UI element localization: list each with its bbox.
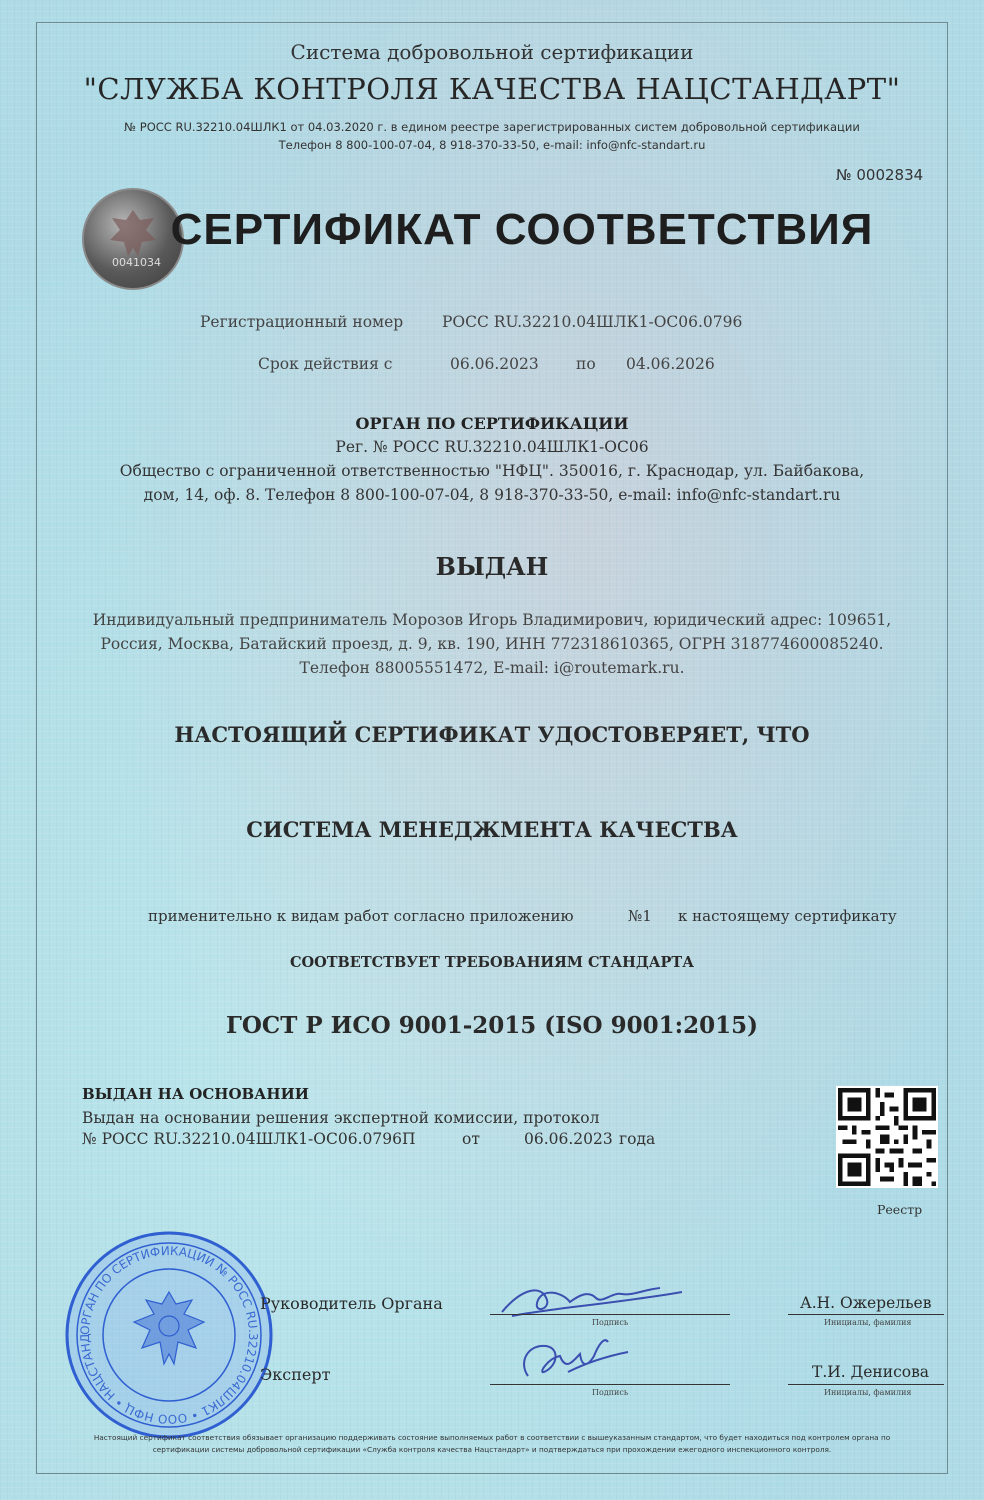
system-name: "СЛУЖБА КОНТРОЛЯ КАЧЕСТВА НАЦСТАНДАРТ" [83, 72, 901, 106]
expert-signature-icon [508, 1332, 648, 1388]
validity-label: Срок действия с [258, 355, 393, 373]
certificate-title: СЕРТИФИКАТ СООТВЕТСТВИЯ [170, 205, 874, 254]
basis-heading: ВЫДАН НА ОСНОВАНИИ [82, 1085, 309, 1103]
issued-to-heading: ВЫДАН [435, 552, 549, 581]
basis-protocol: № РОСС RU.32210.04ШЛК1-ОС06.0796П [82, 1130, 416, 1148]
validity-to: 04.06.2026 [626, 355, 715, 373]
footer-line2: сертификации системы добровольной сертификации «Служба контроля качества Нацстандарт» и подтверждаться при прохождении ежегодного инспекционного контроля. [152, 1445, 832, 1454]
registration-label: Регистрационный номер [200, 313, 404, 331]
basis-from-label: от [462, 1130, 480, 1148]
scope-text: применительно к видам работ согласно приложению [148, 907, 574, 925]
standard-heading: ГОСТ Р ИСО 9001-2015 (ISO 9001:2015) [226, 1012, 758, 1039]
head-signature-icon [492, 1278, 692, 1322]
emblem-number: 0041034 [112, 256, 161, 269]
expert-name-caption: Инициалы, фамилия [824, 1388, 912, 1397]
cert-body-line2: дом, 14, оф. 8. Телефон 8 800-100-07-04, 8 918-370-33-50, e-mail: info@nfc-standart.ru [143, 486, 841, 504]
subject-heading: СИСТЕМА МЕНЕДЖМЕНТА КАЧЕСТВА [246, 817, 738, 842]
validity-from: 06.06.2023 [450, 355, 539, 373]
validity-to-label: по [576, 355, 596, 373]
stamp-seal-icon [64, 1230, 274, 1440]
expert-signature-caption: Подпись [592, 1388, 629, 1397]
complies-heading: СООТВЕТСТВУЕТ ТРЕБОВАНИЯМ СТАНДАРТА [289, 954, 695, 971]
cert-body-heading: ОРГАН ПО СЕРТИФИКАЦИИ [355, 414, 629, 433]
seal-text: ОРГАН ПО СЕРТИФИКАЦИИ № РОСС RU.32210.04ШЛК1 • ООО НФЦ • НАЦСТАНД [77, 1243, 261, 1427]
issued-to-line3: Телефон 88005551472, E-mail: i@routemark.ru. [299, 659, 685, 677]
registration-value: РОСС RU.32210.04ШЛК1-ОС06.0796 [442, 313, 743, 331]
footer-line1: Настоящий сертификат соответствия обязывает организацию поддерживать состояние выполняемых работ в соответствии с вышеуказанным стандартом, что будет находиться под контролем органа по [93, 1433, 891, 1442]
scope-appendix: №1 [628, 907, 652, 925]
expert-name: Т.И. Денисова [812, 1363, 930, 1381]
registry-line: № РОСС RU.32210.04ШЛК1 от 04.03.2020 г. в едином реестре зарегистрированных систем добровольной сертификации [124, 120, 860, 134]
head-signature-line [490, 1314, 730, 1315]
expert-name-line [788, 1384, 944, 1385]
certifies-heading: НАСТОЯЩИЙ СЕРТИФИКАТ УДОСТОВЕРЯЕТ, ЧТО [174, 722, 810, 747]
head-signer-label: Руководитель Органа [260, 1294, 443, 1313]
head-name: А.Н. Ожерельев [800, 1294, 932, 1312]
head-name-caption: Инициалы, фамилия [824, 1318, 912, 1327]
head-name-line [788, 1314, 944, 1315]
cert-body-line1: Общество с ограниченной ответственностью "НФЦ". 350016, г. Краснодар, ул. Байбакова, [119, 462, 865, 480]
scope-tail: к настоящему сертификату [678, 907, 897, 925]
certificate-number: № 0002834 [836, 166, 924, 184]
qr-code-icon[interactable] [836, 1086, 938, 1188]
cert-body-reg: Рег. № РОСС RU.32210.04ШЛК1-ОС06 [335, 438, 649, 456]
basis-line1: Выдан на основании решения экспертной комиссии, протокол [82, 1109, 600, 1127]
contacts-line: Телефон 8 800-100-07-04, 8 918-370-33-50, e-mail: info@nfc-standart.ru [278, 138, 706, 152]
qr-label: Реестр [877, 1202, 923, 1217]
basis-year-word: года [619, 1130, 656, 1148]
system-line: Система добровольной сертификации [290, 40, 694, 64]
head-signature-caption: Подпись [592, 1318, 629, 1327]
issued-to-line2: Россия, Москва, Батайский проезд, д. 9, кв. 190, ИНН 772318610365, ОГРН 318774600085240. [100, 635, 884, 653]
basis-date: 06.06.2023 [524, 1130, 613, 1148]
expert-signer-label: Эксперт [260, 1365, 331, 1384]
expert-signature-line [490, 1384, 730, 1385]
issued-to-line1: Индивидуальный предприниматель Морозов Игорь Владимирович, юридический адрес: 109651, [92, 611, 892, 629]
